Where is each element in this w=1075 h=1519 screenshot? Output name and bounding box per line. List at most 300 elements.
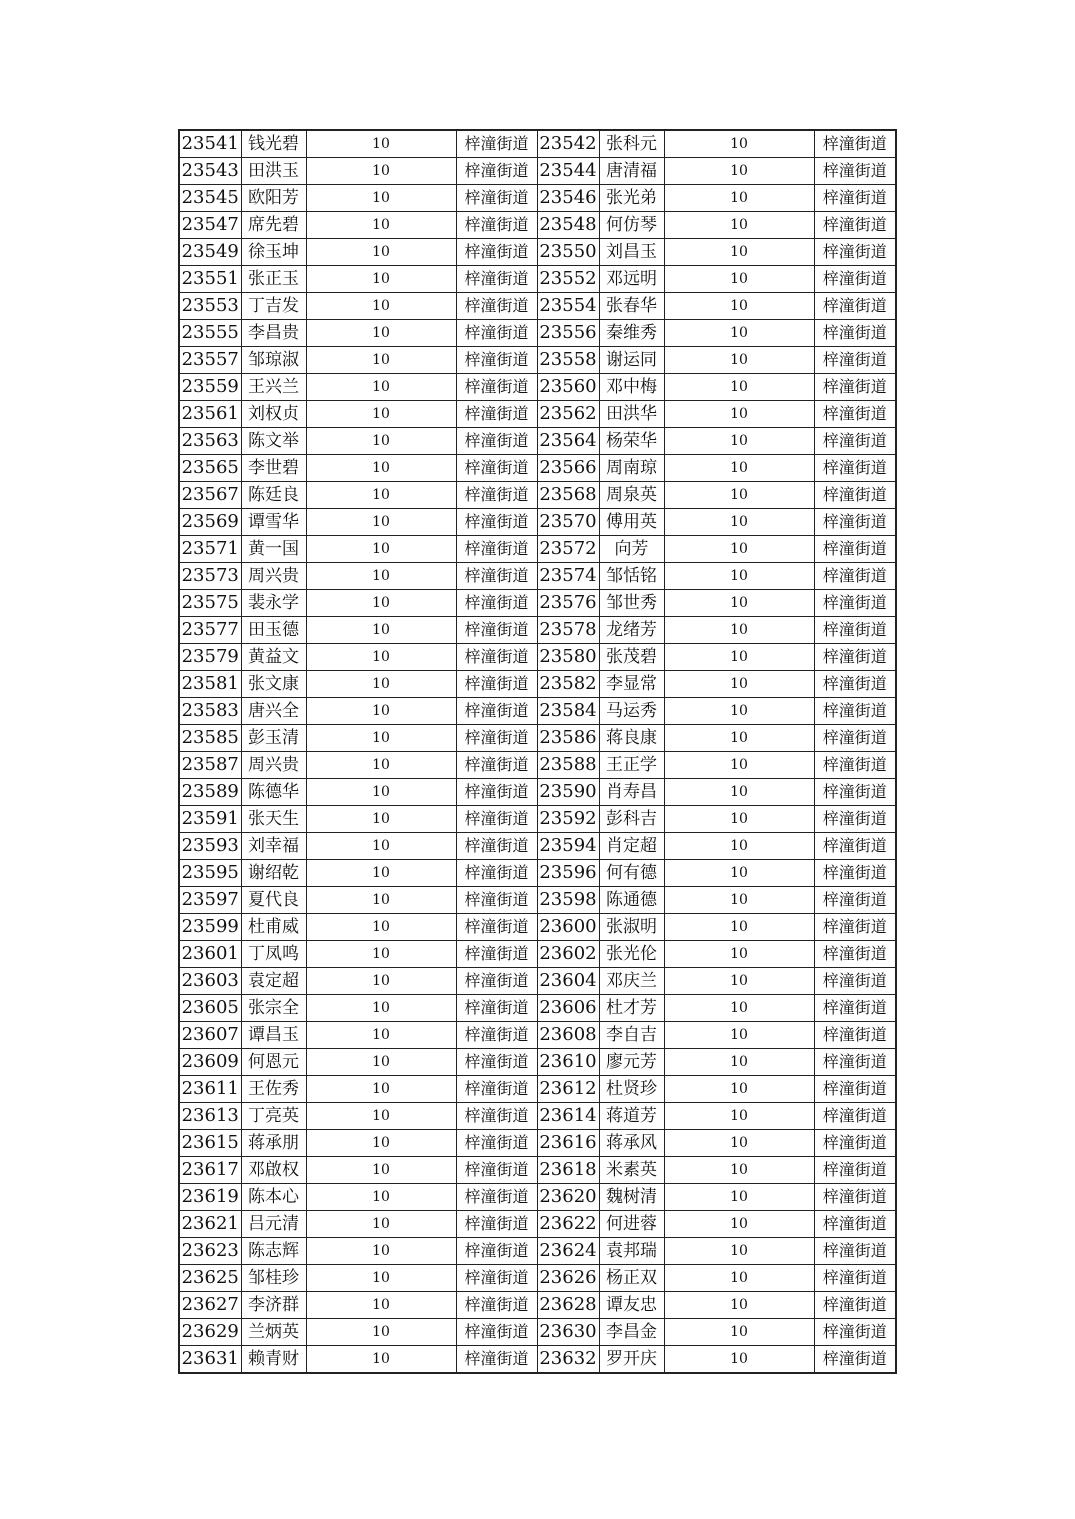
- table-row: [179, 752, 896, 779]
- street-area-cell: 梓潼街道: [814, 590, 896, 617]
- person-name-cell: 欧阳芳: [241, 185, 306, 212]
- person-name-cell: 张文康: [241, 671, 306, 698]
- record-number-cell: 23604: [537, 968, 599, 995]
- street-area-cell: 梓潼街道: [456, 1049, 537, 1076]
- record-number-cell: 23572: [537, 536, 599, 563]
- amount-cell: 10: [664, 698, 814, 725]
- street-area-cell: 梓潼街道: [456, 1022, 537, 1049]
- street-area-cell: 梓潼街道: [814, 968, 896, 995]
- table-row: [179, 1346, 896, 1374]
- person-name-cell: 杨正双: [599, 1265, 664, 1292]
- record-number-cell: 23628: [537, 1292, 599, 1319]
- person-name-cell: 杜才芳: [599, 995, 664, 1022]
- amount-cell: 10: [664, 455, 814, 482]
- person-name-cell: 何恩元: [241, 1049, 306, 1076]
- record-number-cell: 23603: [179, 968, 241, 995]
- person-name-cell: 肖定超: [599, 833, 664, 860]
- amount-cell: 10: [306, 806, 456, 833]
- person-name-cell: 罗开庆: [599, 1346, 664, 1374]
- person-name-cell: 张天生: [241, 806, 306, 833]
- person-name-cell: 张淑明: [599, 914, 664, 941]
- record-number-cell: 23618: [537, 1157, 599, 1184]
- street-area-cell: 梓潼街道: [814, 1238, 896, 1265]
- amount-cell: 10: [664, 428, 814, 455]
- record-number-cell: 23585: [179, 725, 241, 752]
- street-area-cell: 梓潼街道: [456, 239, 537, 266]
- record-number-cell: 23552: [537, 266, 599, 293]
- amount-cell: 10: [664, 374, 814, 401]
- amount-cell: 10: [306, 1022, 456, 1049]
- amount-cell: 10: [306, 1076, 456, 1103]
- street-area-cell: 梓潼街道: [814, 860, 896, 887]
- table-row: [179, 1022, 896, 1049]
- amount-cell: 10: [664, 1265, 814, 1292]
- street-area-cell: 梓潼街道: [456, 941, 537, 968]
- street-area-cell: 梓潼街道: [456, 887, 537, 914]
- record-number-cell: 23556: [537, 320, 599, 347]
- table-row: [179, 185, 896, 212]
- record-number-cell: 23580: [537, 644, 599, 671]
- person-name-cell: 刘幸福: [241, 833, 306, 860]
- street-area-cell: 梓潼街道: [456, 536, 537, 563]
- amount-cell: 10: [306, 185, 456, 212]
- person-name-cell: 李世碧: [241, 455, 306, 482]
- person-name-cell: 周南琼: [599, 455, 664, 482]
- person-name-cell: 何有德: [599, 860, 664, 887]
- street-area-cell: 梓潼街道: [456, 347, 537, 374]
- person-name-cell: 谭友忠: [599, 1292, 664, 1319]
- amount-cell: 10: [664, 617, 814, 644]
- person-name-cell: 刘昌玉: [599, 239, 664, 266]
- person-name-cell: 兰炳英: [241, 1319, 306, 1346]
- amount-cell: 10: [306, 374, 456, 401]
- street-area-cell: 梓潼街道: [814, 401, 896, 428]
- record-number-cell: 23595: [179, 860, 241, 887]
- street-area-cell: 梓潼街道: [456, 1130, 537, 1157]
- record-number-cell: 23564: [537, 428, 599, 455]
- street-area-cell: 梓潼街道: [456, 130, 537, 158]
- table-row: [179, 1211, 896, 1238]
- person-name-cell: 陈本心: [241, 1184, 306, 1211]
- record-number-cell: 23543: [179, 158, 241, 185]
- record-number-cell: 23616: [537, 1130, 599, 1157]
- person-name-cell: 向芳: [599, 536, 664, 563]
- person-name-cell: 钱光碧: [241, 130, 306, 158]
- street-area-cell: 梓潼街道: [456, 482, 537, 509]
- street-area-cell: 梓潼街道: [456, 455, 537, 482]
- person-name-cell: 袁邦瑞: [599, 1238, 664, 1265]
- record-number-cell: 23605: [179, 995, 241, 1022]
- table-row: [179, 1184, 896, 1211]
- street-area-cell: 梓潼街道: [456, 752, 537, 779]
- street-area-cell: 梓潼街道: [814, 1292, 896, 1319]
- amount-cell: 10: [306, 212, 456, 239]
- amount-cell: 10: [664, 671, 814, 698]
- amount-cell: 10: [664, 995, 814, 1022]
- record-number-cell: 23568: [537, 482, 599, 509]
- table-row: [179, 563, 896, 590]
- amount-cell: 10: [306, 1049, 456, 1076]
- amount-cell: 10: [306, 347, 456, 374]
- person-name-cell: 邹桂珍: [241, 1265, 306, 1292]
- table-row: [179, 725, 896, 752]
- record-number-cell: 23555: [179, 320, 241, 347]
- table-row: [179, 509, 896, 536]
- person-name-cell: 李昌金: [599, 1319, 664, 1346]
- record-number-cell: 23584: [537, 698, 599, 725]
- street-area-cell: 梓潼街道: [814, 698, 896, 725]
- person-name-cell: 张春华: [599, 293, 664, 320]
- street-area-cell: 梓潼街道: [456, 1292, 537, 1319]
- amount-cell: 10: [306, 1292, 456, 1319]
- street-area-cell: 梓潼街道: [814, 995, 896, 1022]
- record-number-cell: 23589: [179, 779, 241, 806]
- person-name-cell: 张光弟: [599, 185, 664, 212]
- person-name-cell: 陈德华: [241, 779, 306, 806]
- record-number-cell: 23623: [179, 1238, 241, 1265]
- amount-cell: 10: [664, 752, 814, 779]
- amount-cell: 10: [306, 428, 456, 455]
- table-row: [179, 698, 896, 725]
- record-number-cell: 23549: [179, 239, 241, 266]
- record-number-cell: 23632: [537, 1346, 599, 1374]
- record-number-cell: 23578: [537, 617, 599, 644]
- street-area-cell: 梓潼街道: [814, 455, 896, 482]
- amount-cell: 10: [306, 130, 456, 158]
- person-name-cell: 丁亮英: [241, 1103, 306, 1130]
- street-area-cell: 梓潼街道: [814, 563, 896, 590]
- record-number-cell: 23608: [537, 1022, 599, 1049]
- amount-cell: 10: [664, 1076, 814, 1103]
- record-number-cell: 23602: [537, 941, 599, 968]
- amount-cell: 10: [664, 212, 814, 239]
- street-area-cell: 梓潼街道: [456, 995, 537, 1022]
- person-name-cell: 李昌贵: [241, 320, 306, 347]
- record-number-cell: 23570: [537, 509, 599, 536]
- table-row: [179, 130, 896, 158]
- table-row: [179, 833, 896, 860]
- record-number-cell: 23576: [537, 590, 599, 617]
- record-number-cell: 23594: [537, 833, 599, 860]
- person-name-cell: 席先碧: [241, 212, 306, 239]
- record-number-cell: 23631: [179, 1346, 241, 1374]
- record-number-cell: 23614: [537, 1103, 599, 1130]
- record-number-cell: 23606: [537, 995, 599, 1022]
- person-name-cell: 周兴贵: [241, 563, 306, 590]
- record-number-cell: 23554: [537, 293, 599, 320]
- amount-cell: 10: [664, 293, 814, 320]
- record-number-cell: 23553: [179, 293, 241, 320]
- record-number-cell: 23624: [537, 1238, 599, 1265]
- person-name-cell: 张正玉: [241, 266, 306, 293]
- amount-cell: 10: [306, 671, 456, 698]
- record-number-cell: 23582: [537, 671, 599, 698]
- record-number-cell: 23607: [179, 1022, 241, 1049]
- record-number-cell: 23563: [179, 428, 241, 455]
- record-number-cell: 23541: [179, 130, 241, 158]
- amount-cell: 10: [664, 482, 814, 509]
- table-row: [179, 941, 896, 968]
- record-number-cell: 23591: [179, 806, 241, 833]
- person-name-cell: 黄一国: [241, 536, 306, 563]
- amount-cell: 10: [664, 130, 814, 158]
- person-name-cell: 米素英: [599, 1157, 664, 1184]
- record-number-cell: 23548: [537, 212, 599, 239]
- street-area-cell: 梓潼街道: [814, 509, 896, 536]
- street-area-cell: 梓潼街道: [814, 1211, 896, 1238]
- amount-cell: 10: [306, 1157, 456, 1184]
- street-area-cell: 梓潼街道: [456, 428, 537, 455]
- record-number-cell: 23545: [179, 185, 241, 212]
- amount-cell: 10: [306, 293, 456, 320]
- record-number-cell: 23610: [537, 1049, 599, 1076]
- street-area-cell: 梓潼街道: [456, 617, 537, 644]
- record-number-cell: 23567: [179, 482, 241, 509]
- record-number-cell: 23560: [537, 374, 599, 401]
- amount-cell: 10: [664, 1211, 814, 1238]
- street-area-cell: 梓潼街道: [456, 1184, 537, 1211]
- person-name-cell: 蒋承风: [599, 1130, 664, 1157]
- table-body: [179, 130, 896, 1373]
- person-name-cell: 邓啟权: [241, 1157, 306, 1184]
- record-number-cell: 23597: [179, 887, 241, 914]
- amount-cell: 10: [664, 1049, 814, 1076]
- amount-cell: 10: [306, 779, 456, 806]
- person-name-cell: 彭玉清: [241, 725, 306, 752]
- table-row: [179, 671, 896, 698]
- amount-cell: 10: [306, 941, 456, 968]
- amount-cell: 10: [664, 968, 814, 995]
- amount-cell: 10: [664, 590, 814, 617]
- amount-cell: 10: [306, 698, 456, 725]
- amount-cell: 10: [306, 725, 456, 752]
- amount-cell: 10: [306, 563, 456, 590]
- amount-cell: 10: [306, 1184, 456, 1211]
- table-row: [179, 1076, 896, 1103]
- amount-cell: 10: [664, 887, 814, 914]
- record-number-cell: 23592: [537, 806, 599, 833]
- table-row: [179, 806, 896, 833]
- street-area-cell: 梓潼街道: [814, 806, 896, 833]
- amount-cell: 10: [306, 644, 456, 671]
- amount-cell: 10: [306, 158, 456, 185]
- street-area-cell: 梓潼街道: [456, 158, 537, 185]
- table-row: [179, 644, 896, 671]
- record-number-cell: 23557: [179, 347, 241, 374]
- person-name-cell: 黄益文: [241, 644, 306, 671]
- amount-cell: 10: [306, 1130, 456, 1157]
- record-number-cell: 23579: [179, 644, 241, 671]
- record-number-cell: 23629: [179, 1319, 241, 1346]
- table-row: [179, 860, 896, 887]
- person-name-cell: 邓远明: [599, 266, 664, 293]
- table-row: [179, 347, 896, 374]
- person-name-cell: 陈志辉: [241, 1238, 306, 1265]
- person-name-cell: 邓庆兰: [599, 968, 664, 995]
- street-area-cell: 梓潼街道: [814, 320, 896, 347]
- street-area-cell: 梓潼街道: [456, 1319, 537, 1346]
- street-area-cell: 梓潼街道: [456, 671, 537, 698]
- street-area-cell: 梓潼街道: [456, 185, 537, 212]
- record-number-cell: 23577: [179, 617, 241, 644]
- street-area-cell: 梓潼街道: [456, 293, 537, 320]
- person-name-cell: 田洪华: [599, 401, 664, 428]
- table-row: [179, 374, 896, 401]
- street-area-cell: 梓潼街道: [456, 401, 537, 428]
- table-row: [179, 212, 896, 239]
- table-row: [179, 482, 896, 509]
- street-area-cell: 梓潼街道: [456, 212, 537, 239]
- amount-cell: 10: [306, 320, 456, 347]
- person-name-cell: 杜贤珍: [599, 1076, 664, 1103]
- person-name-cell: 彭科吉: [599, 806, 664, 833]
- amount-cell: 10: [306, 590, 456, 617]
- person-name-cell: 袁定超: [241, 968, 306, 995]
- street-area-cell: 梓潼街道: [456, 833, 537, 860]
- record-number-cell: 23575: [179, 590, 241, 617]
- person-name-cell: 傅用英: [599, 509, 664, 536]
- street-area-cell: 梓潼街道: [814, 941, 896, 968]
- record-number-cell: 23583: [179, 698, 241, 725]
- amount-cell: 10: [306, 617, 456, 644]
- amount-cell: 10: [664, 509, 814, 536]
- person-name-cell: 谭雪华: [241, 509, 306, 536]
- amount-cell: 10: [664, 914, 814, 941]
- street-area-cell: 梓潼街道: [814, 725, 896, 752]
- record-number-cell: 23550: [537, 239, 599, 266]
- record-number-cell: 23566: [537, 455, 599, 482]
- amount-cell: 10: [306, 752, 456, 779]
- record-number-cell: 23587: [179, 752, 241, 779]
- street-area-cell: 梓潼街道: [814, 347, 896, 374]
- street-area-cell: 梓潼街道: [456, 1211, 537, 1238]
- person-name-cell: 邹恬铭: [599, 563, 664, 590]
- person-name-cell: 张宗全: [241, 995, 306, 1022]
- amount-cell: 10: [306, 1211, 456, 1238]
- amount-cell: 10: [306, 482, 456, 509]
- record-number-cell: 23546: [537, 185, 599, 212]
- person-name-cell: 杨荣华: [599, 428, 664, 455]
- street-area-cell: 梓潼街道: [814, 239, 896, 266]
- amount-cell: 10: [664, 320, 814, 347]
- record-number-cell: 23599: [179, 914, 241, 941]
- street-area-cell: 梓潼街道: [814, 158, 896, 185]
- amount-cell: 10: [306, 914, 456, 941]
- amount-cell: 10: [306, 239, 456, 266]
- person-name-cell: 何仿琴: [599, 212, 664, 239]
- amount-cell: 10: [664, 1346, 814, 1374]
- table-row: [179, 239, 896, 266]
- amount-cell: 10: [664, 536, 814, 563]
- street-area-cell: 梓潼街道: [456, 509, 537, 536]
- street-area-cell: 梓潼街道: [814, 1022, 896, 1049]
- person-name-cell: 邹世秀: [599, 590, 664, 617]
- person-name-cell: 李济群: [241, 1292, 306, 1319]
- record-number-cell: 23574: [537, 563, 599, 590]
- person-name-cell: 田玉德: [241, 617, 306, 644]
- street-area-cell: 梓潼街道: [814, 1130, 896, 1157]
- person-name-cell: 蒋承朋: [241, 1130, 306, 1157]
- street-area-cell: 梓潼街道: [456, 266, 537, 293]
- street-area-cell: 梓潼街道: [814, 185, 896, 212]
- street-area-cell: 梓潼街道: [456, 806, 537, 833]
- person-name-cell: 刘权贞: [241, 401, 306, 428]
- street-area-cell: 梓潼街道: [814, 1049, 896, 1076]
- amount-cell: 10: [664, 941, 814, 968]
- street-area-cell: 梓潼街道: [814, 914, 896, 941]
- street-area-cell: 梓潼街道: [814, 482, 896, 509]
- street-area-cell: 梓潼街道: [456, 320, 537, 347]
- street-area-cell: 梓潼街道: [814, 671, 896, 698]
- amount-cell: 10: [664, 185, 814, 212]
- amount-cell: 10: [664, 347, 814, 374]
- amount-cell: 10: [306, 860, 456, 887]
- person-name-cell: 李显常: [599, 671, 664, 698]
- table-row: [179, 1265, 896, 1292]
- record-number-cell: 23609: [179, 1049, 241, 1076]
- amount-cell: 10: [664, 1022, 814, 1049]
- amount-cell: 10: [664, 1238, 814, 1265]
- record-number-cell: 23626: [537, 1265, 599, 1292]
- record-number-cell: 23622: [537, 1211, 599, 1238]
- street-area-cell: 梓潼街道: [814, 1346, 896, 1374]
- person-name-cell: 吕元清: [241, 1211, 306, 1238]
- table-row: [179, 536, 896, 563]
- record-number-cell: 23596: [537, 860, 599, 887]
- street-area-cell: 梓潼街道: [814, 833, 896, 860]
- record-number-cell: 23617: [179, 1157, 241, 1184]
- record-number-cell: 23558: [537, 347, 599, 374]
- person-name-cell: 张茂碧: [599, 644, 664, 671]
- table-row: [179, 1103, 896, 1130]
- table-row: [179, 887, 896, 914]
- amount-cell: 10: [306, 887, 456, 914]
- street-area-cell: 梓潼街道: [456, 968, 537, 995]
- record-number-cell: 23593: [179, 833, 241, 860]
- record-number-cell: 23588: [537, 752, 599, 779]
- table-row: [179, 293, 896, 320]
- street-area-cell: 梓潼街道: [456, 1076, 537, 1103]
- table-row: [179, 320, 896, 347]
- street-area-cell: 梓潼街道: [814, 1103, 896, 1130]
- record-number-cell: 23573: [179, 563, 241, 590]
- street-area-cell: 梓潼街道: [456, 644, 537, 671]
- person-name-cell: 蒋良康: [599, 725, 664, 752]
- amount-cell: 10: [664, 1130, 814, 1157]
- amount-cell: 10: [664, 1157, 814, 1184]
- amount-cell: 10: [664, 563, 814, 590]
- table-row: [179, 1238, 896, 1265]
- person-name-cell: 杜甫威: [241, 914, 306, 941]
- record-number-cell: 23627: [179, 1292, 241, 1319]
- amount-cell: 10: [664, 806, 814, 833]
- amount-cell: 10: [306, 968, 456, 995]
- person-name-cell: 何进蓉: [599, 1211, 664, 1238]
- record-number-cell: 23562: [537, 401, 599, 428]
- street-area-cell: 梓潼街道: [814, 779, 896, 806]
- record-number-cell: 23615: [179, 1130, 241, 1157]
- street-area-cell: 梓潼街道: [456, 779, 537, 806]
- amount-cell: 10: [306, 266, 456, 293]
- street-area-cell: 梓潼街道: [814, 293, 896, 320]
- table-row: [179, 779, 896, 806]
- street-area-cell: 梓潼街道: [814, 266, 896, 293]
- street-area-cell: 梓潼街道: [456, 590, 537, 617]
- amount-cell: 10: [306, 509, 456, 536]
- table-row: [179, 1157, 896, 1184]
- amount-cell: 10: [306, 401, 456, 428]
- person-name-cell: 裴永学: [241, 590, 306, 617]
